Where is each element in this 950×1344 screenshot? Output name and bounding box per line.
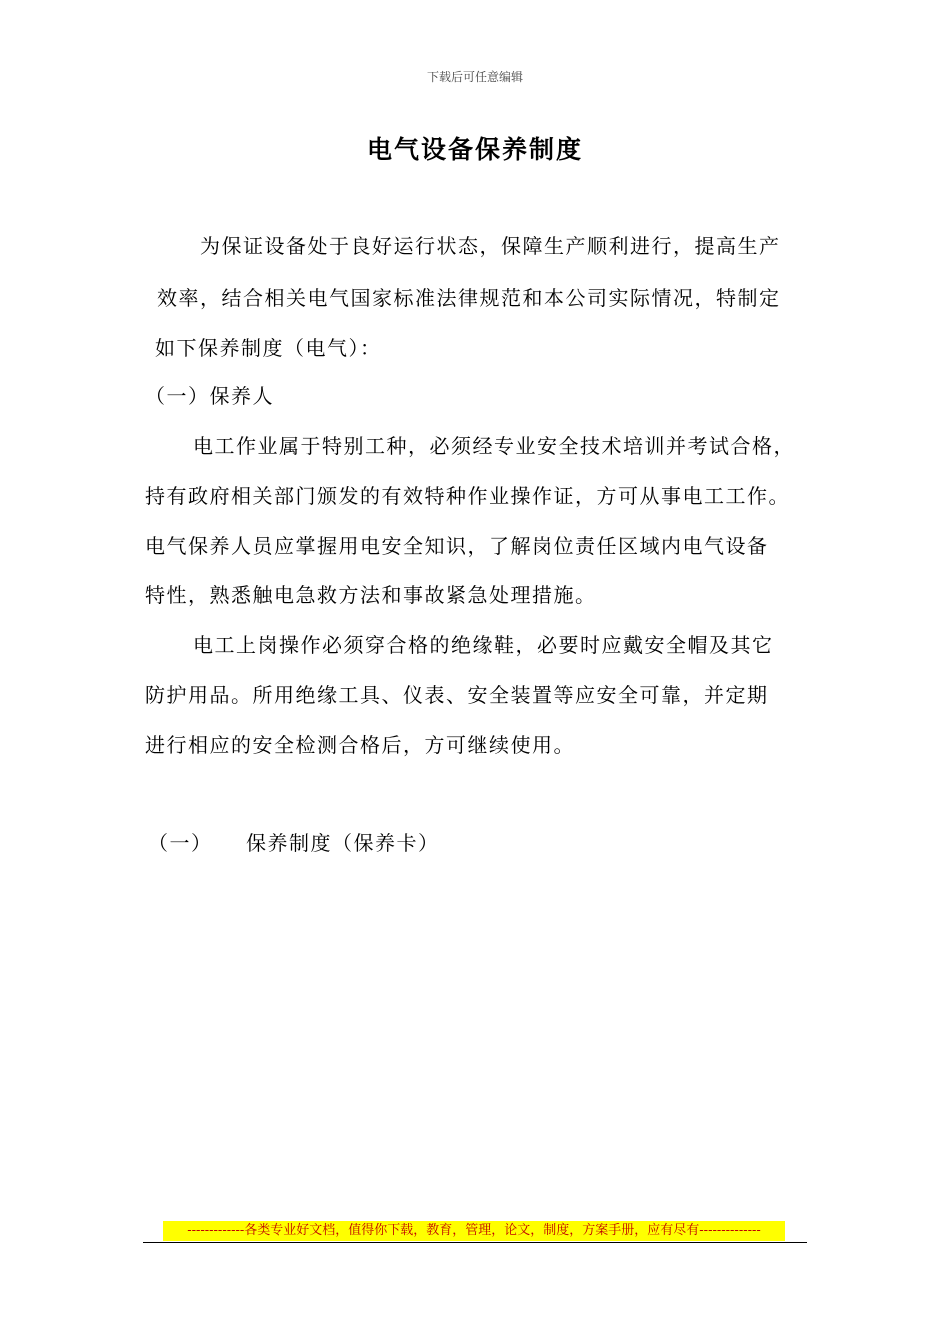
intro-line: 为保证设备处于良好运行状态，保障生产顺利进行，提高生产 — [200, 234, 781, 258]
footer-banner: -------------各类专业好文档，值得你下载，教育，管理，论文，制度，方案手册，应有尽有-------------- — [163, 1221, 785, 1241]
footer-divider — [143, 1242, 807, 1243]
section1-para1-line: 电气保养人员应掌握用电安全知识，了解岗位责任区域内电气设备 — [145, 534, 769, 558]
section1-para1-line: 持有政府相关部门颁发的有效特种作业操作证，方可从事电工工作。 — [145, 484, 790, 508]
section1-para2-line: 防护用品。所用绝缘工具、仪表、安全装置等应安全可靠，并定期 — [145, 683, 769, 707]
section1-para1-line: 电工作业属于特别工种，必须经专业安全技术培训并考试合格， — [193, 434, 795, 458]
section1-para2-line: 进行相应的安全检测合格后，方可继续使用。 — [145, 733, 575, 757]
intro-line: 效率，结合相关电气国家标准法律规范和本公司实际情况，特制定 — [157, 286, 781, 310]
section1-heading: （一）保养人 — [145, 384, 274, 408]
header-note: 下载后可任意编辑 — [426, 70, 523, 84]
section2-title: 保养制度（保养卡） — [246, 831, 440, 855]
section1-para2-line: 电工上岗操作必须穿合格的绝缘鞋，必要时应戴安全帽及其它 — [193, 633, 774, 657]
intro-line: 如下保养制度（电气）： — [155, 336, 382, 360]
section2-number: （一） — [148, 831, 213, 855]
section1-para1-line: 特性，熟悉触电急救方法和事故紧急处理措施。 — [145, 583, 597, 607]
document-title: 电气设备保养制度 — [366, 135, 583, 164]
